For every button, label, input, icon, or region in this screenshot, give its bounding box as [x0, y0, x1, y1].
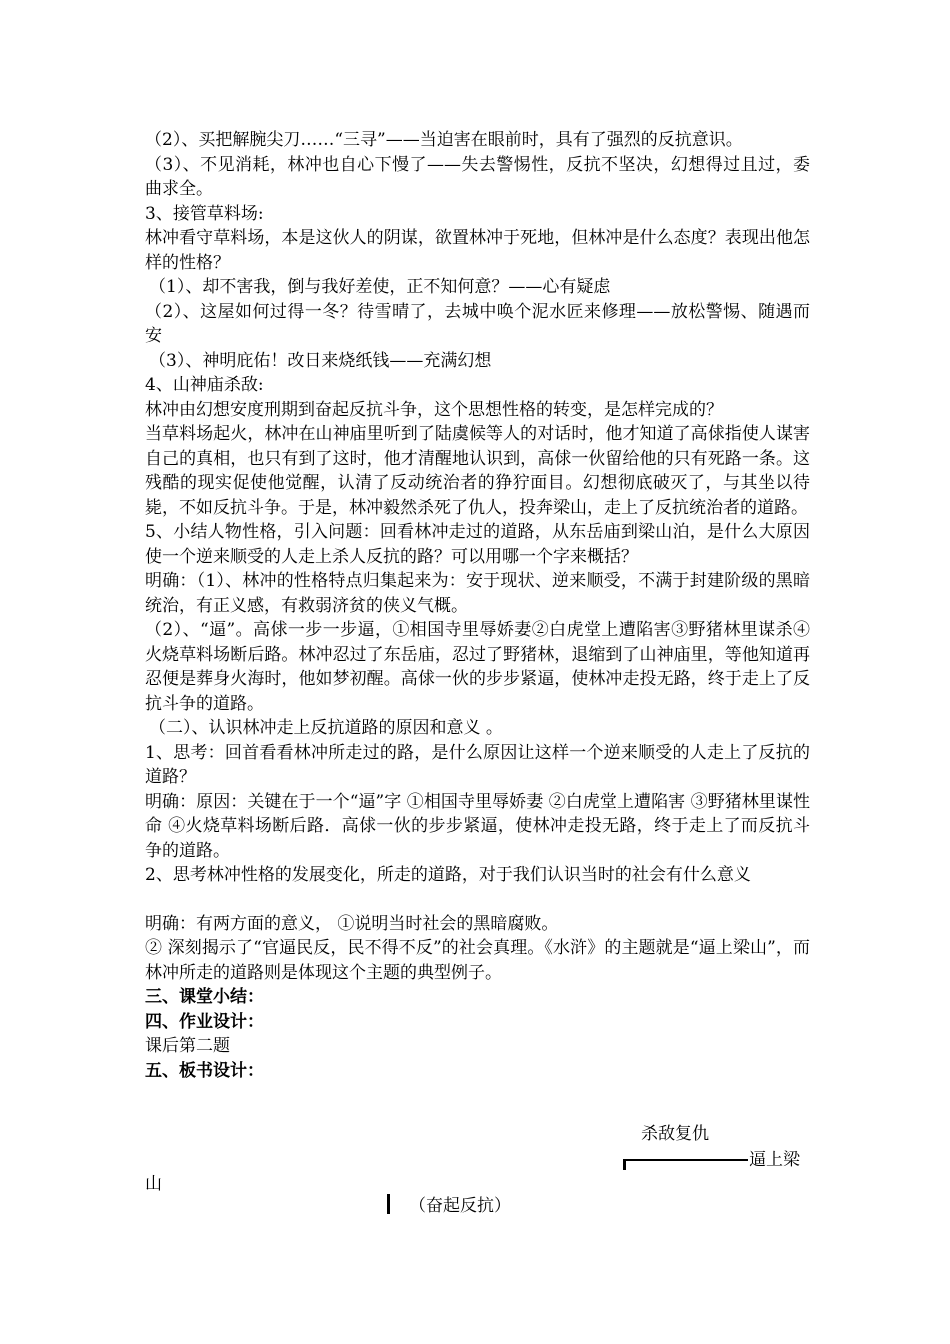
heading-4: 4、山神庙杀敌:	[145, 375, 264, 395]
line-11: 5、小结人物性格，引入问题：回看林冲走过的道路，从东岳庙到梁山泊，是什么大原因使一个逆来顺受的人走上杀人反抗的路？可以用哪一个字来概括？	[145, 522, 810, 567]
line-17: 2、思考林冲性格的发展变化，所走的道路，对于我们认识当时的社会有什么意义	[145, 865, 751, 885]
document-body	[145, 128, 810, 1083]
line-5: （1）、却不害我，倒与我好差使，正不知何意？——心有疑虑	[149, 277, 611, 297]
board-top-text: 杀敌复仇	[641, 1124, 709, 1144]
line-12: 明确：（1）、林冲的性格特点归集起来为：安于现状、逆来顺受，不满于封建阶级的黑暗统治，有正义感，有救弱济贫的侠义气概。	[145, 571, 810, 616]
line-6: （2）、这屋如何过得一冬？待雪晴了，去城中唤个泥水匠来修理——放松警惕、随遇而安	[145, 301, 810, 346]
line-9: 林冲由幻想安度刑期到奋起反抗斗争，这个思想性格的转变，是怎样完成的？	[145, 399, 723, 420]
line-15: 1、思考：回首看看林冲所走过的路，是什么原因让这样一个逆来顺受的人走上了反抗的道路？	[145, 742, 810, 787]
heading-summary: 三、课堂小结：	[145, 987, 264, 1007]
board-left-text: 山	[145, 1174, 162, 1194]
board-design	[145, 1122, 810, 1222]
board-bracket-line	[623, 1159, 748, 1170]
board-right-text: 逼上梁	[749, 1150, 800, 1170]
board-middle-text: （奋起反抗）	[409, 1196, 511, 1216]
heading-3: 3、接管草料场:	[145, 203, 264, 224]
line-7: （3）、神明庇佑！改日来烧纸钱——充满幻想	[149, 350, 492, 371]
board-vertical-bar	[387, 1194, 390, 1214]
line-2: （3）、不见消耗，林冲也自心下慢了——失去警惕性，反抗不坚决，幻想得过且过，委曲求全。	[145, 154, 810, 199]
heading-board-design: 五、板书设计：	[145, 1060, 264, 1081]
line-1: （2）、买把解腕尖刀……“三寻”——当迫害在眼前时，具有了强烈的反抗意识。	[145, 130, 743, 150]
line-13: （2）、“逼”。高俅一步一步逼，①相国寺里辱娇妻②白虎堂上遭陷害③野猪林里谋杀④火烧草料场断后路。林冲忍过了东岳庙，忍过了野猪林，退缩到了山神庙里，等他知道再忍便是葬身火海时，他如梦初醒。高俅一伙的步步紧逼，使林冲走投无路，终于走上了反抗斗争的道路。	[145, 620, 810, 714]
blank-line	[145, 888, 810, 912]
line-16: 明确：原因：关键在于一个“逼”字 ①相国寺里辱娇妻 ②白虎堂上遭陷害 ③野猪林里谋性命 ④火烧草料场断后路．高俅一伙的步步紧逼，使林冲走投无路，终于走上了而反抗斗争的道路。	[145, 791, 810, 861]
line-19: 明确：有两方面的意义， ①说明当时社会的黑暗腐败。	[145, 913, 559, 934]
line-10: 当草料场起火，林冲在山神庙里听到了陆虞候等人的对话时，他才知道了高俅指使人谋害自己的真相，也只有到了这时，他才清醒地认识到，高俅一伙留给他的只有死路一条。这残酷的现实促使他觉醒，认清了反动统治者的狰狞面目。幻想彻底破灭了，与其坐以待毙，不如反抗斗争。于是，林冲毅然杀死了仇人，投奔梁山，走上了反抗统治者的道路。	[145, 424, 810, 518]
heading-section-2: （二）、认识林冲走上反抗道路的原因和意义 。	[149, 718, 503, 738]
heading-homework: 四、作业设计：	[145, 1011, 264, 1032]
line-4: 林冲看守草料场，本是这伙人的阴谋，欲置林冲于死地，但林冲是什么态度？表现出他怎样的性格？	[145, 228, 810, 273]
line-20: ② 深刻揭示了“官逼民反，民不得不反”的社会真理。《水浒》的主题就是“逼上梁山”，而林冲所走的道路则是体现这个主题的典型例子。	[145, 938, 810, 983]
homework-text: 课后第二题	[145, 1036, 230, 1056]
